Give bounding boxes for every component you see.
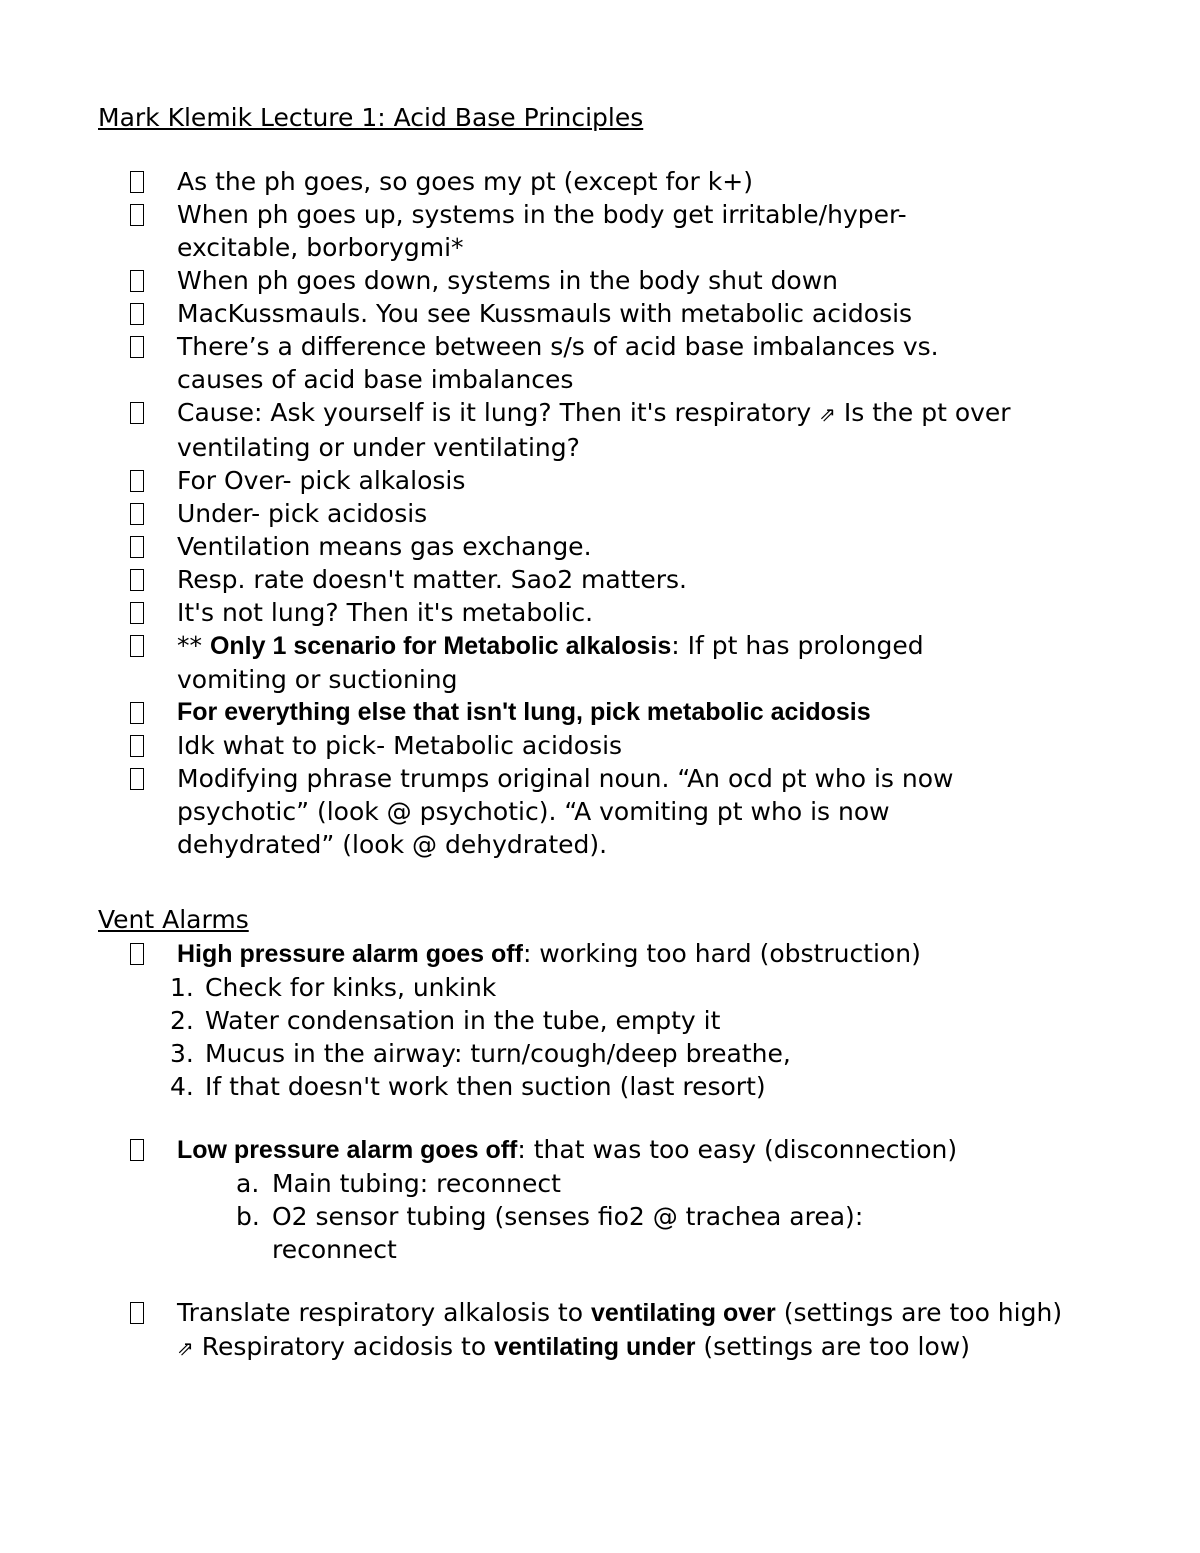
arrow-icon: ⇗ <box>819 402 836 426</box>
bullet-icon <box>130 943 144 965</box>
bullet-icon <box>130 735 144 757</box>
bullet-icon <box>130 270 144 292</box>
vent-alarms-title: Vent Alarms <box>98 905 249 934</box>
list-item: When ph goes down, systems in the body shut down <box>0 264 1200 297</box>
bullet-icon <box>130 1302 144 1324</box>
bullet-icon <box>130 303 144 325</box>
bullet-icon <box>130 470 144 492</box>
list-item: Ventilation means gas exchange. <box>0 530 1200 563</box>
bullet-icon <box>130 171 144 193</box>
bullet-icon <box>130 204 144 226</box>
list-item: Resp. rate doesn't matter. Sao2 matters. <box>0 563 1200 596</box>
list-item: There’s a difference between s/s of acid base imbalances vs. causes of acid base imbalances <box>0 330 1200 396</box>
vent-section <box>0 937 1200 1365</box>
bullet-icon <box>130 768 144 790</box>
list-item: 3. Mucus in the airway: turn/cough/deep breathe, <box>170 1039 791 1068</box>
list-item: Modifying phrase trumps original noun. “An ocd pt who is now psychotic” (look @ psychotic). “A vomiting pt who is now dehydrated” (look @ dehydrated). <box>0 762 1200 861</box>
list-item: It's not lung? Then it's metabolic. <box>0 596 1200 629</box>
list-item: Idk what to pick- Metabolic acidosis <box>0 729 1200 762</box>
list-item: For Over- pick alkalosis <box>0 464 1200 497</box>
list-item: ** Only 1 scenario for Metabolic alkalosis: If pt has prolonged vomiting or suctioning <box>0 629 1200 696</box>
list-item: b. O2 sensor tubing (senses fio2 @ trachea area): reconnect <box>236 1202 864 1264</box>
lecture-title: Mark Klemik Lecture 1: Acid Base Principles <box>98 103 644 132</box>
list-item: 2. Water condensation in the tube, empty it <box>170 1006 721 1035</box>
bullet-icon <box>130 602 144 624</box>
list-item: 4. If that doesn't work then suction (last resort) <box>170 1072 766 1101</box>
bullet-icon <box>130 536 144 558</box>
bullet-icon <box>130 402 144 424</box>
list-item: Under- pick acidosis <box>0 497 1200 530</box>
list-item: When ph goes up, systems in the body get irritable/hyper-excitable, borborygmi* <box>0 198 1200 264</box>
list-item: MacKussmauls. You see Kussmauls with metabolic acidosis <box>0 297 1200 330</box>
bullet-icon <box>130 1139 144 1161</box>
list-item: High pressure alarm goes off: working too hard (obstruction) <box>0 937 1200 971</box>
list-item: Translate respiratory alkalosis to ventilating over (settings are too high) ⇗ Respiratory acidosis to ventilating under (settings are too low) <box>0 1296 1200 1365</box>
bullet-icon <box>130 569 144 591</box>
lecture-bullets <box>0 165 1200 861</box>
list-item: Cause: Ask yourself is it lung? Then it's respiratory ⇗ Is the pt over ventilating or under ventilating? <box>0 396 1200 464</box>
list-item: For everything else that isn't lung, pick metabolic acidosis <box>0 696 1200 729</box>
bullet-icon <box>130 503 144 525</box>
bullet-icon <box>130 336 144 358</box>
bullet-icon <box>130 702 144 724</box>
arrow-icon: ⇗ <box>177 1336 194 1360</box>
list-item: a. Main tubing: reconnect <box>236 1169 561 1198</box>
bullet-icon <box>130 635 144 657</box>
list-item: As the ph goes, so goes my pt (except for k+) <box>0 165 1200 198</box>
list-item: Low pressure alarm goes off: that was too easy (disconnection) <box>0 1133 1200 1167</box>
list-item: 1. Check for kinks, unkink <box>170 973 497 1002</box>
